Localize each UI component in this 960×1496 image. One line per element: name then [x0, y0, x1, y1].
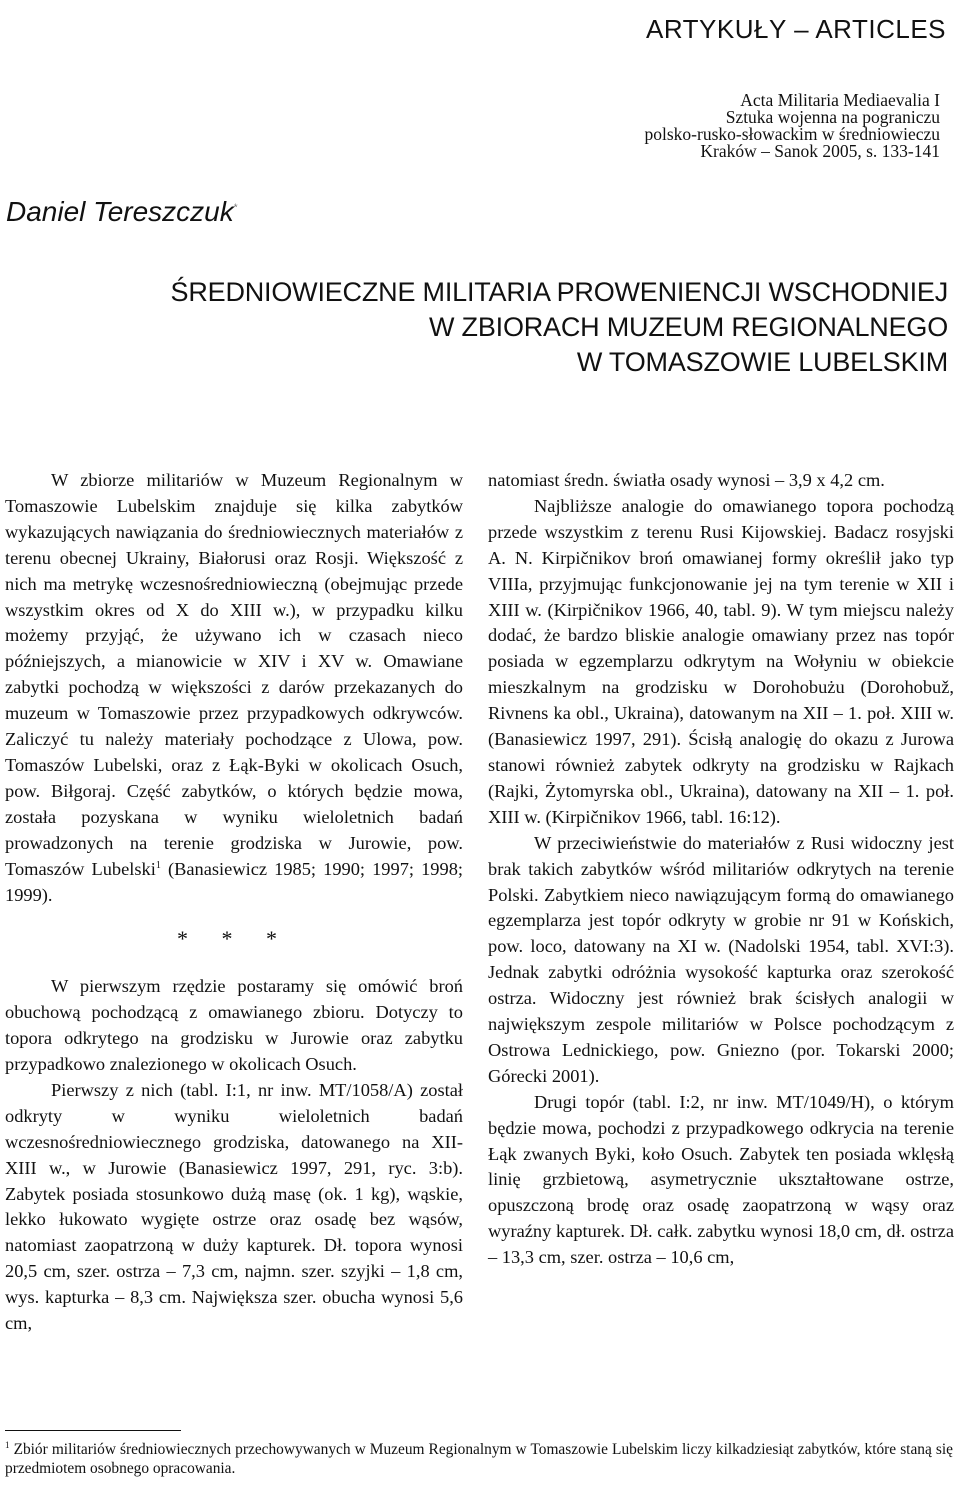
footnote-ref[interactable]: 1: [155, 859, 161, 871]
right-column: [488, 468, 954, 1271]
paragraph: Najbliższe analogie do omawianego topora pochodzą przede wszystkim z terenu Rusi Kijowskiej. Badacz rosyjski A. N. Kirpičnikov broń omawianej formy określił jako typ VIIIa, przyjmując funkcjonowanie jej na tym terenie w XII i XIII w. (Kirpičnikov 1966, 40, tabl. 9). W tym miejscu należy dodać, że bardzo bliskie analogie omawiany przez nas topór posiada w egzemplarzu odkrytym na Wołyniu w obiekcie mieszkalnym na grodzisku w Dorohobużu (Dorohobuž, Rivnens ka obl., Ukraina), datowanym na XII – 1. poł. XIII w. (Banasiewicz 1997, 291). Ścisłą analogię do okazu z Jurowa stanowi również zabytek odkryty na grodzisku w Rajkach (Rajki, Żytomyrska obl., Ukraina), datowany na XII – 1. poł. XIII w. (Kirpičnikov 1966, tabl. 16:12).: [488, 495, 954, 827]
section-label: ARTYKUŁY – ARTICLES: [646, 14, 946, 44]
paragraph-text: W zbiorze militariów w Muzeum Regionalnym w Tomaszowie Lubelskim znajduje się kilka zabytków wykazujących nawiązania do średniowiecznych materiałów z terenu obecnej Ukrainy, Białorusi oraz Rosji. Większość z nich ma metrykę wczesnośredniowieczną (obejmując przede wszystkim okres od X do XIII w.), w przypadku kilku możemy przyjąć, że używano ich w czasach nieco późniejszych, a mianowicie w XIV i XV w. Omawiane zabytki pochodzą w większości z darów przekazanych do muzeum w Tomaszowie przez przypadkowych odkrywców. Zaliczyć tu należy materiały pochodzące z Ulowa, pow. Tomaszów Lubelski, oraz z Łąk-Byki w okolicach Osuch, pow. Biłgoraj. Część zabytków, o których będzie mowa, została pozyskana w wyniku wieloletnich badań prowadzonych na terenie grodziska w Jurowie, pow. Tomaszów Lubelski: [5, 470, 463, 879]
journal-line: Kraków – Sanok 2005, s. 133-141: [700, 141, 940, 161]
paragraph: W pierwszym rzędzie postaramy się omówić broń obuchową pochodzącą z omawianego zbioru. Dotyczy to topora odkrytego na grodzisku w Jurowie oraz zabytku przypadkowo znalezionego w okolicach Osuch.: [5, 976, 463, 1075]
title-line: ŚREDNIOWIECZNE MILITARIA PROWENIENCJI WSCHODNIEJ: [170, 277, 948, 307]
journal-line: polsko-rusko-słowackim w średniowieczu: [644, 124, 940, 144]
footnote-number: 1: [5, 1440, 10, 1450]
title-line: W TOMASZOWIE LUBELSKIM: [576, 347, 948, 377]
journal-line: Acta Militaria Mediaevalia I: [740, 90, 940, 110]
footnote-divider: [5, 1430, 181, 1431]
paragraph: natomiast średn. światła osady wynosi – 3,9 x 4,2 cm.: [488, 470, 885, 490]
journal-line: Sztuka wojenna na pograniczu: [725, 107, 940, 127]
left-column: [5, 468, 463, 1337]
paragraph: W przeciwieństwie do materiałów z Rusi widoczny jest brak takich zabytków wśród militariów odkrytych na terenie Polski. Zabytkiem nieco nawiązującym formą do omawianego egzemplarza jest topór odkryty w grobie nr 91 w Końskich, pow. loco, datowany na XI w. (Nadolski 1954, tabl. XVI:3). Jednak zabytki odróżnia wysokość kapturka oraz szerokość ostrza. Widoczny jest również brak ścisłych analogii w największym zespole militariów w Polsce pochodzącym z Ostrowa Lednickiego, pow. Gniezno (por. Tokarski 2000; Górecki 2001).: [488, 832, 954, 1086]
footnote: [5, 1436, 953, 1478]
footnote-text: Zbiór militariów średniowiecznych przechowywanych w Muzeum Regionalnym w Tomaszowie Lubelskim liczy kilkadziesiąt zabytków, które staną się przedmiotem osobnego opracowania.: [5, 1441, 953, 1478]
section-separator: * * *: [177, 926, 291, 952]
author-mark: *: [233, 202, 238, 214]
paragraph: Pierwszy z nich (tabl. I:1, nr inw. MT/1058/A) został odkryty w wyniku wieloletnich badań wczesnośredniowiecznego grodziska, datowanego na XII-XIII w., w Jurowie (Banasiewicz 1997, 291, ryc. 3:b). Zabytek posiada stosunkowo dużą masę (ok. 1 kg), wąskie, lekko łukowato wygięte ostrze oraz osadę bez wąsów, natomiast zaopatrzoną w duży kapturek. Dł. topora wynosi 20,5 cm, szer. ostrza – 7,3 cm, najmn. szer. szyjki – 1,8 cm, wys. kapturka – 8,3 cm. Największa szer. obucha wynosi 5,6 cm,: [5, 1079, 463, 1334]
author-name-text: Daniel Tereszczuk: [6, 196, 234, 227]
author-name: [6, 196, 238, 228]
paragraph: [5, 468, 463, 908]
paragraph-text: (Banasiewicz 1985; 1990; 1997; 1998; 1999).: [5, 858, 463, 905]
journal-info: [645, 92, 941, 160]
paragraph: Drugi topór (tabl. I:2, nr inw. MT/1049/H), o którym będzie mowa, pochodzi z przypadkowego odkrycia na terenie Łąk zwanych Byki, koło Osuch. Zabytek ten posiada wklęsłą linię grzbietową, asymetrycznie ukształtowane ostrze, opuszczoną brodę oraz osadę zaopatrzoną w wąsy oraz wyraźny kapturek. Dł. całk. zabytku wynosi 18,0 cm, dł. ostrza – 13,3 cm, szer. ostrza – 10,6 cm,: [488, 1091, 954, 1268]
title-line: W ZBIORACH MUZEUM REGIONALNEGO: [428, 312, 948, 342]
article-title: [171, 275, 948, 380]
